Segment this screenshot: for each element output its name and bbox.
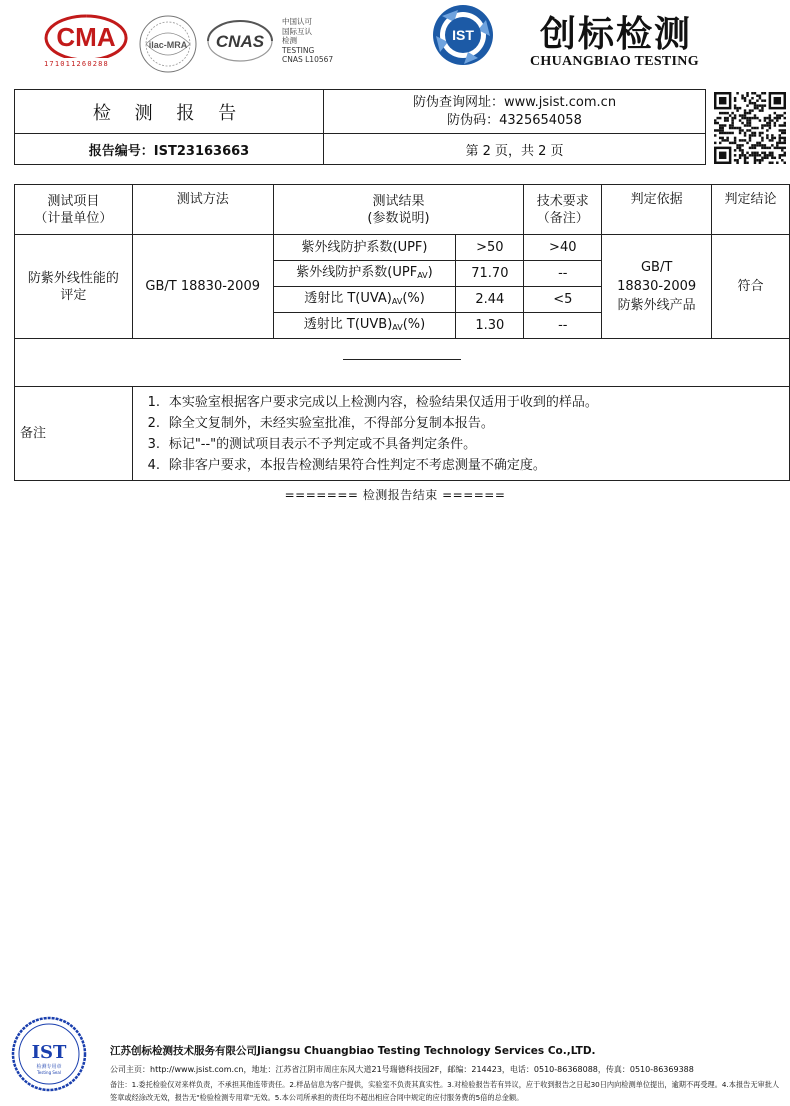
seal-text: IST: [31, 1042, 67, 1063]
cnas-text-line: 国际互认: [282, 26, 312, 36]
cell-test-item: 防紫外线性能的 评定: [15, 235, 133, 339]
cma-logo-text: CMA: [56, 22, 116, 52]
seal-subtext: 检测专用章: [36, 1064, 62, 1070]
notes-content: [132, 387, 789, 481]
cma-number: 171011260288: [44, 60, 109, 68]
query-url: 防伪查询网址：www.jsist.com.cn: [412, 94, 617, 110]
cell-param: 透射比 $T(UVB)_{AV}(\%)$: [273, 313, 456, 339]
report-end-line: ======= 检测报告结束 ======: [284, 488, 506, 502]
anti-fake-code: 防伪码：4325654058: [447, 112, 582, 128]
ist-logo-text: IST: [452, 27, 474, 43]
ist-logo: [428, 2, 498, 68]
qr-code[interactable]: [714, 92, 786, 164]
cnas-accreditation-text: [282, 17, 333, 65]
note-item: 2. 除全文复制外，未经实验室批准，不得部分复制本报告。: [147, 415, 494, 431]
cell-value: 1.30: [456, 313, 524, 339]
cnas-text-line: TESTING: [282, 45, 315, 55]
cma-logo: [44, 14, 128, 58]
header-basis: 判定依据: [602, 185, 712, 235]
cell-param: 透射比 $T(UVA)_{AV}(\%)$: [273, 287, 456, 313]
blank-separator-cell: [15, 339, 790, 387]
blank-row: [15, 339, 790, 387]
footer-note: 备注：1.委托检验仅对来样负责，不承担其他连带责任。2.样品信息为客户提供，实验室不负责其真实性。3.对检验报告若有异议，应于收到报告之日起30日内向检测单位提出，逾期不再受理。4.本报告无审批人签章或经涂改无效，报告无"检验检测专用章"无效。5.本公司所承担的责任均不超出相应合同中规定的应付服务费的5倍的总金额。: [110, 1080, 780, 1102]
brand-name-en: CHUANGBIAO TESTING: [530, 54, 699, 69]
brand-name-cn: 创标检测: [540, 13, 693, 55]
cnas-text-line: CNAS L10567: [282, 55, 334, 64]
table-row: [15, 235, 790, 261]
note-item: 4. 除非客户要求，本报告检测结果符合性判定不考虑测量不确定度。: [147, 457, 546, 473]
header-requirement: 技术要求 （备注）: [524, 185, 602, 235]
cell-value: 2.44: [456, 287, 524, 313]
cnas-text-line: 中国认可: [282, 17, 312, 26]
header-test-result: 测试结果 (参数说明): [273, 185, 524, 235]
footer-address: 公司主页：http://www.jsist.com.cn，地址：江苏省江阴市周庄东风大道21号瑞德科技园2F，邮编：214423，电话：0510-86368088，传真：0510-86369388: [110, 1065, 694, 1074]
note-item: 1. 本实验室根据客户要求完成以上检测内容，检验结果仅适用于收到的样品。: [147, 394, 598, 410]
header-test-method: 测试方法: [132, 185, 273, 235]
ilac-mra-text: ilac-MRA: [148, 40, 188, 50]
test-result-table: [14, 184, 790, 481]
footer: [110, 1044, 780, 1104]
cell-test-method: GB/T 18830-2009: [132, 235, 273, 339]
note-item: 3. 标记"--"的测试项目表示不予判定或不具备判定条件。: [147, 436, 477, 452]
notes-row: [15, 387, 790, 481]
cnas-logo-text: CNAS: [215, 32, 265, 51]
footer-company: 江苏创标检测技术服务有限公司Jiangsu Chuangbiao Testing Technology Services Co.,LTD.: [110, 1045, 596, 1057]
header-conclusion: 判定结论: [712, 185, 790, 235]
ilac-mra-logo: [138, 14, 198, 74]
cell-param: 紫外线防护系数(UPF): [273, 235, 456, 261]
anti-fake-info: [324, 90, 706, 134]
cell-param: 紫外线防护系数$(UPF_{AV})$: [273, 261, 456, 287]
cell-requirement: --: [524, 313, 602, 339]
notes-label: 备注: [15, 387, 133, 481]
cnas-logo: [204, 18, 276, 64]
table-header-row: [15, 185, 790, 235]
report-header-table: [14, 89, 706, 165]
separator-line: [343, 359, 461, 360]
cell-requirement: <5: [524, 287, 602, 313]
cell-requirement: >40: [524, 235, 602, 261]
cnas-text-line: 检测: [282, 36, 297, 45]
cell-requirement: --: [524, 261, 602, 287]
header-test-item: 测试项目 （计量单位）: [15, 185, 133, 235]
cell-value: >50: [456, 235, 524, 261]
testing-seal: [10, 1015, 88, 1093]
seal-subtext: Testing Seal: [37, 1070, 61, 1075]
cell-basis: GB/T 18830-2009 防紫外线产品: [602, 235, 712, 339]
page-info: 第 2 页，共 2 页: [324, 134, 706, 165]
report-number: 报告编号：IST23163663: [15, 134, 324, 165]
cell-value: 71.70: [456, 261, 524, 287]
report-title: 检 测 报 告: [15, 90, 324, 134]
cell-conclusion: 符合: [712, 235, 790, 339]
